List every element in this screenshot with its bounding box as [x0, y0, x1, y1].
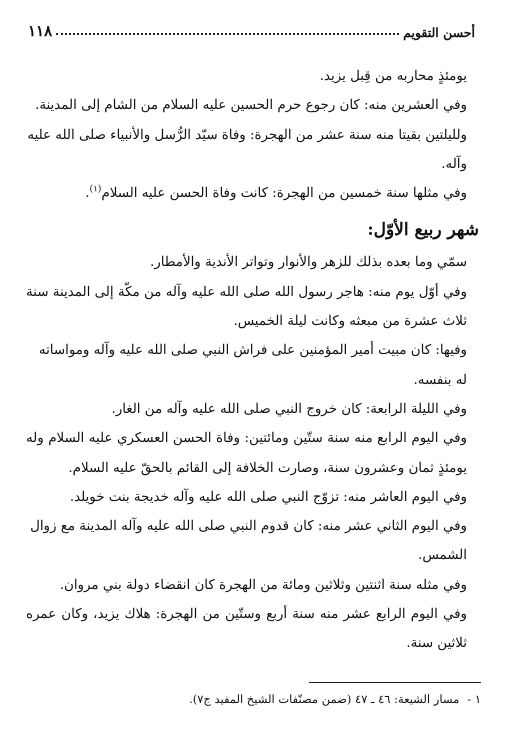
footnote-separator — [309, 682, 481, 683]
book-title: أحسن التقويم — [403, 25, 475, 40]
paragraph-line: يومئذٍ محاربه من قِبل يزيد. — [319, 69, 467, 84]
footnote-number: ١ - — [467, 692, 481, 706]
paragraph-line: سمّي وما بعده بذلك للزهر والأنوار وتواتر الأندية والأمطار. — [149, 255, 467, 271]
paragraph-line: وفي أوّل يوم منه: هاجر رسول الله صلى الله عليه وآله من مكّة إلى المدينة سنة ثلاث عشرة من مبعثه وكانت ليلة الخميس. — [26, 284, 467, 330]
paragraph-text: وفي مثلها سنة خمسين من الهجرة: كانت وفاة الحسن عليه السلام — [101, 186, 467, 202]
paragraph-line: وفي الليلة الرابعة: كان خروج النبي صلى الله عليه وآله من الغار. — [111, 401, 467, 417]
footnote-text: مسار الشيعة: ٤٦ ـ ٤٧ (ضمن مصنّفات الشيخ المفيد ج٧). — [189, 692, 460, 706]
footnote — [24, 692, 481, 706]
paragraph-line: وفي اليوم الرابع منه سنة ستّين ومائتين: وفاة الحسن العسكري عليه السلام وله يومئذٍ ثمان وعشرون سنة، وصارت الخلافة إلى القائم بالحقّ عليه السلام. — [26, 431, 467, 476]
paragraph-line: وفي مثلها سنة خمسين من الهجرة: كانت وفاة الحسن عليه السلام$^{(١)}$. — [85, 184, 467, 202]
paragraph-line: وفي مثله سنة اثنتين وثلاثين ومائة من الهجرة كان انقضاء دولة بني مروان. — [59, 577, 467, 593]
section-heading: شهر ربيع الأوّل: — [367, 220, 479, 241]
paragraph-line: وفي اليوم العاشر منه: تزوّج النبي صلى الله عليه وآله خديجة بنت خويلد. — [69, 489, 467, 505]
paragraph-line: وفي العشرين منه: كان رجوع حرم الحسين عليه السلام من الشام إلى المدينة. — [35, 98, 467, 114]
footnote-reference: (١) — [89, 184, 102, 195]
paragraph-line: ولليلتين بقيتا منه سنة عشر من الهجرة: وفاة سيّد الرُّسل والأنبياء صلى الله عليه وآله. — [27, 127, 467, 172]
page-number: ١١٨ — [28, 22, 53, 40]
running-header — [22, 18, 479, 40]
header-dot-leader — [56, 33, 399, 35]
paragraph-line: وفيها: كان مبيت أمير المؤمنين على فراش النبي صلى الله عليه وآله ومواساته له بنفسه. — [38, 343, 467, 388]
paragraph-line: وفي اليوم الرابع عشر منه سنة أربع وستّين من الهجرة: هلاك يزيد، وكان عمره ثلاثين سنة. — [26, 607, 467, 652]
paragraph-line: وفي اليوم الثاني عشر منه: كان قدوم النبي صلى الله عليه وآله المدينة مع زوال الشمس. — [30, 519, 467, 564]
body-text — [26, 62, 481, 659]
